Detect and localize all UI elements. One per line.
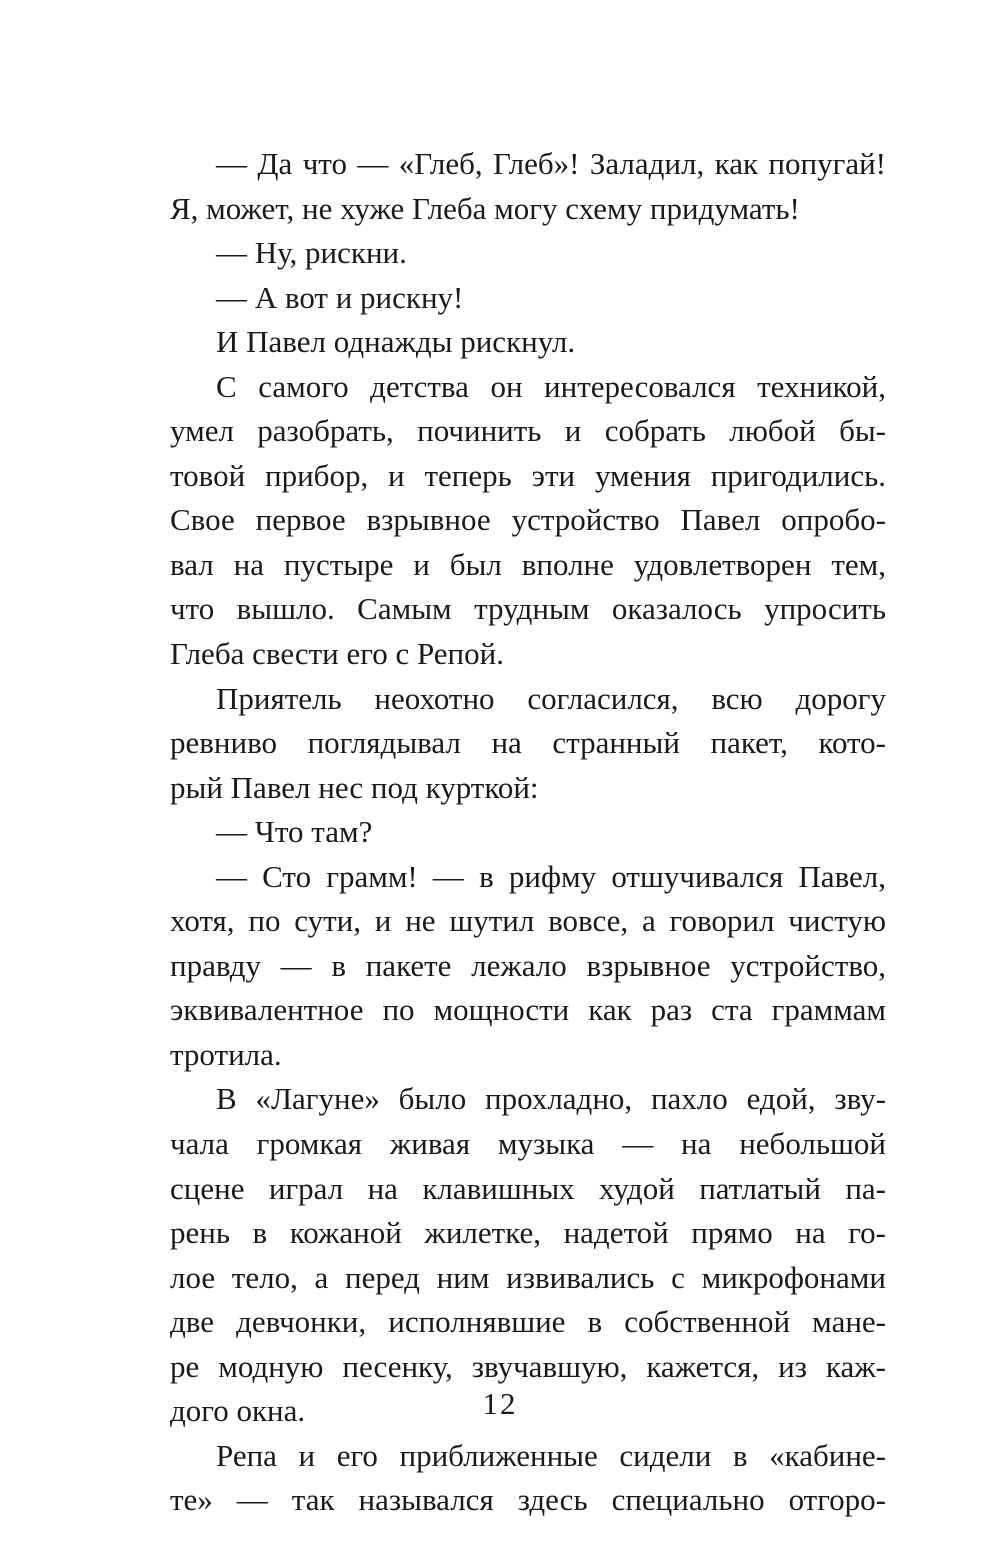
text-line: Свое первое взрывное устройство Павел опробо- [170, 502, 886, 538]
text-line: вал на пустыре и был вполне удовлетворен тем, [170, 546, 886, 582]
text-line: — Сто грамм! — в рифму отшучивался Павел, [216, 858, 886, 894]
text-line: ревниво поглядывал на странный пакет, кото- [170, 725, 886, 761]
text-line: дого окна. [170, 1393, 306, 1429]
text-line: Репа и его приближенные сидели в «кабине- [216, 1437, 886, 1473]
text-line: В «Лагуне» было прохладно, пахло едой, зву- [216, 1081, 886, 1117]
text-line: хотя, по сути, и не шутил вовсе, а говорил чистую [170, 903, 886, 939]
text-line: — А вот и рискну! [216, 279, 464, 315]
text-line: товой прибор, и теперь эти умения пригодились. [170, 457, 886, 493]
text-line: ре модную песенку, звучавшую, кажется, из каж- [170, 1348, 886, 1384]
text-line: — Что там? [216, 814, 373, 850]
text-line: те» — так назывался здесь специально отгоро- [170, 1482, 886, 1518]
text-line: рый Павел нес под курткой: [170, 769, 539, 805]
text-line: — Ну, рискни. [216, 235, 407, 271]
text-line: И Павел однажды рискнул. [216, 324, 576, 360]
text-line: что вышло. Самым трудным оказалось упросить [170, 591, 886, 627]
text-line: сцене играл на клавишных худой патлатый па- [170, 1170, 886, 1206]
text-line: эквивалентное по мощности как раз ста граммам [170, 992, 886, 1028]
text-line: Я, может, не хуже Глеба могу схему придумать! [170, 190, 800, 226]
text-line: — Да что — «Глеб, Глеб»! Заладил, как попугай! [216, 146, 886, 181]
page-number: 12 [482, 1386, 518, 1421]
text-line: С самого детства он интересовался техникой, [216, 368, 886, 404]
text-line: чала громкая живая музыка — на небольшой [170, 1126, 886, 1162]
body-text [170, 142, 886, 1523]
text-line: две девчонки, исполнявшие в собственной мане- [170, 1304, 886, 1340]
text-line: рень в кожаной жилетке, надетой прямо на го- [170, 1215, 886, 1251]
text-line: умел разобрать, починить и собрать любой бы- [170, 413, 886, 449]
text-line: Приятель неохотно согласился, всю дорогу [216, 680, 886, 716]
text-line: лое тело, а перед ним извивались с микрофонами [170, 1259, 886, 1295]
text-line: тротила. [170, 1036, 282, 1072]
text-line: правду — в пакете лежало взрывное устройство, [170, 947, 886, 983]
text-line: Глеба свести его с Репой. [170, 636, 504, 672]
